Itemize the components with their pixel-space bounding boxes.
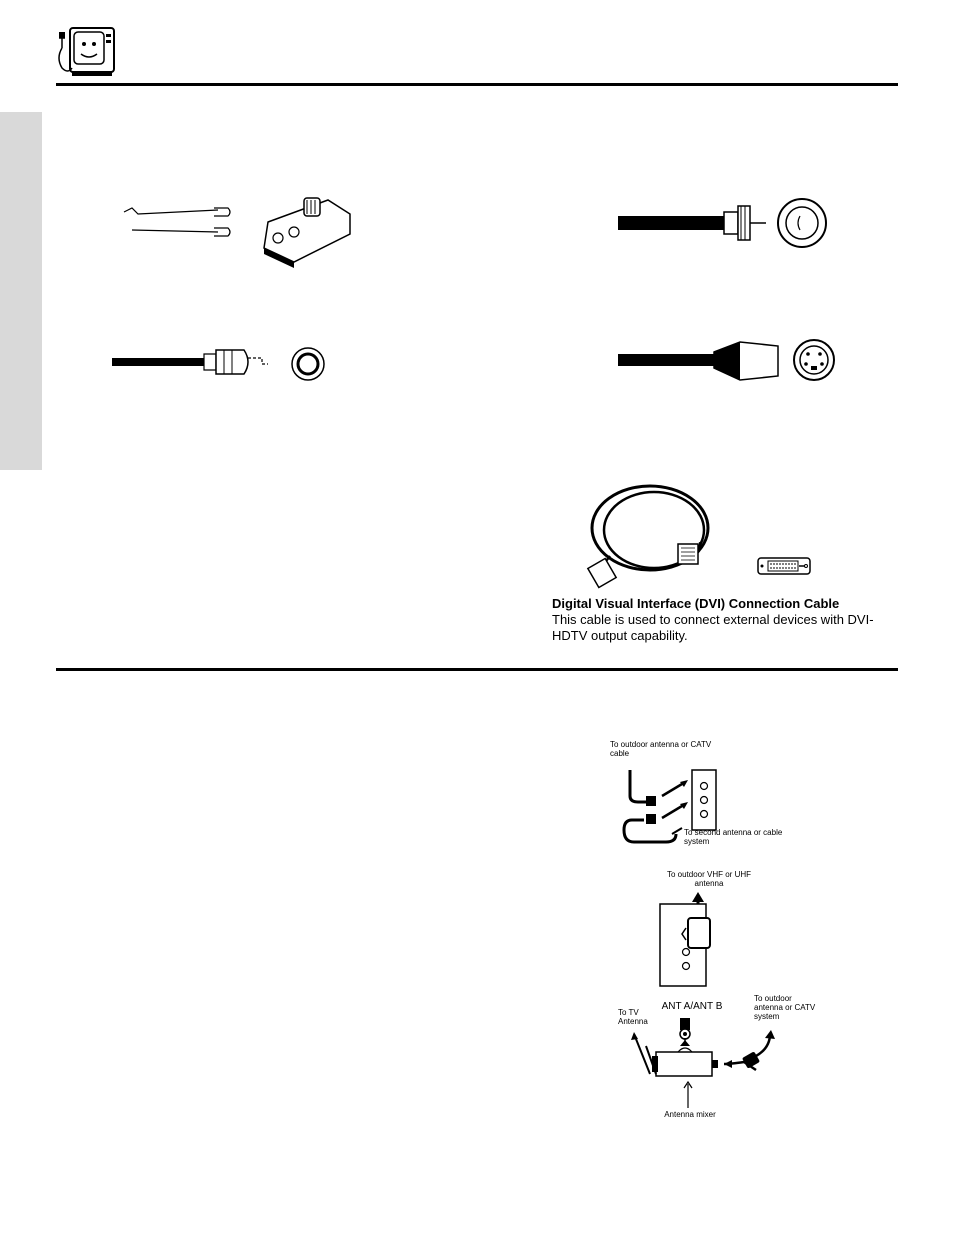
tv-mascot-icon <box>54 24 120 80</box>
label-outdoor-catv: To outdoor antenna or CATV cable <box>610 740 712 758</box>
label-tv-antenna: To TV Antenna <box>618 1008 648 1026</box>
label-vhf-uhf: To outdoor VHF or UHF antenna <box>666 870 752 888</box>
f-connector-cable-illustration <box>616 196 836 252</box>
antenna-mixer-diagram <box>620 1012 820 1112</box>
label-outdoor-catv-system: To outdoor antenna or CATV system <box>754 994 816 1021</box>
s-video-cable-illustration <box>618 336 838 386</box>
label-antenna-mixer: Antenna mixer <box>664 1110 716 1119</box>
label-second-antenna: To second antenna or cable system <box>684 828 783 846</box>
dvi-cable-illustration <box>580 480 820 590</box>
section-rule <box>56 668 898 671</box>
dvi-caption-text: This cable is used to connect external devices with DVI-HDTV output capability. <box>552 612 874 643</box>
label-ant-ab: ANT A/ANT B <box>661 1001 723 1012</box>
twin-lead-adapter-illustration <box>118 190 358 270</box>
header-rule <box>56 83 898 86</box>
dvi-caption <box>552 596 892 644</box>
wall-plate-diagram-middle <box>656 890 756 990</box>
coaxial-plug-illustration <box>112 340 342 384</box>
dvi-caption-title: Digital Visual Interface (DVI) Connection Cable <box>552 596 840 611</box>
side-tab <box>0 112 42 470</box>
